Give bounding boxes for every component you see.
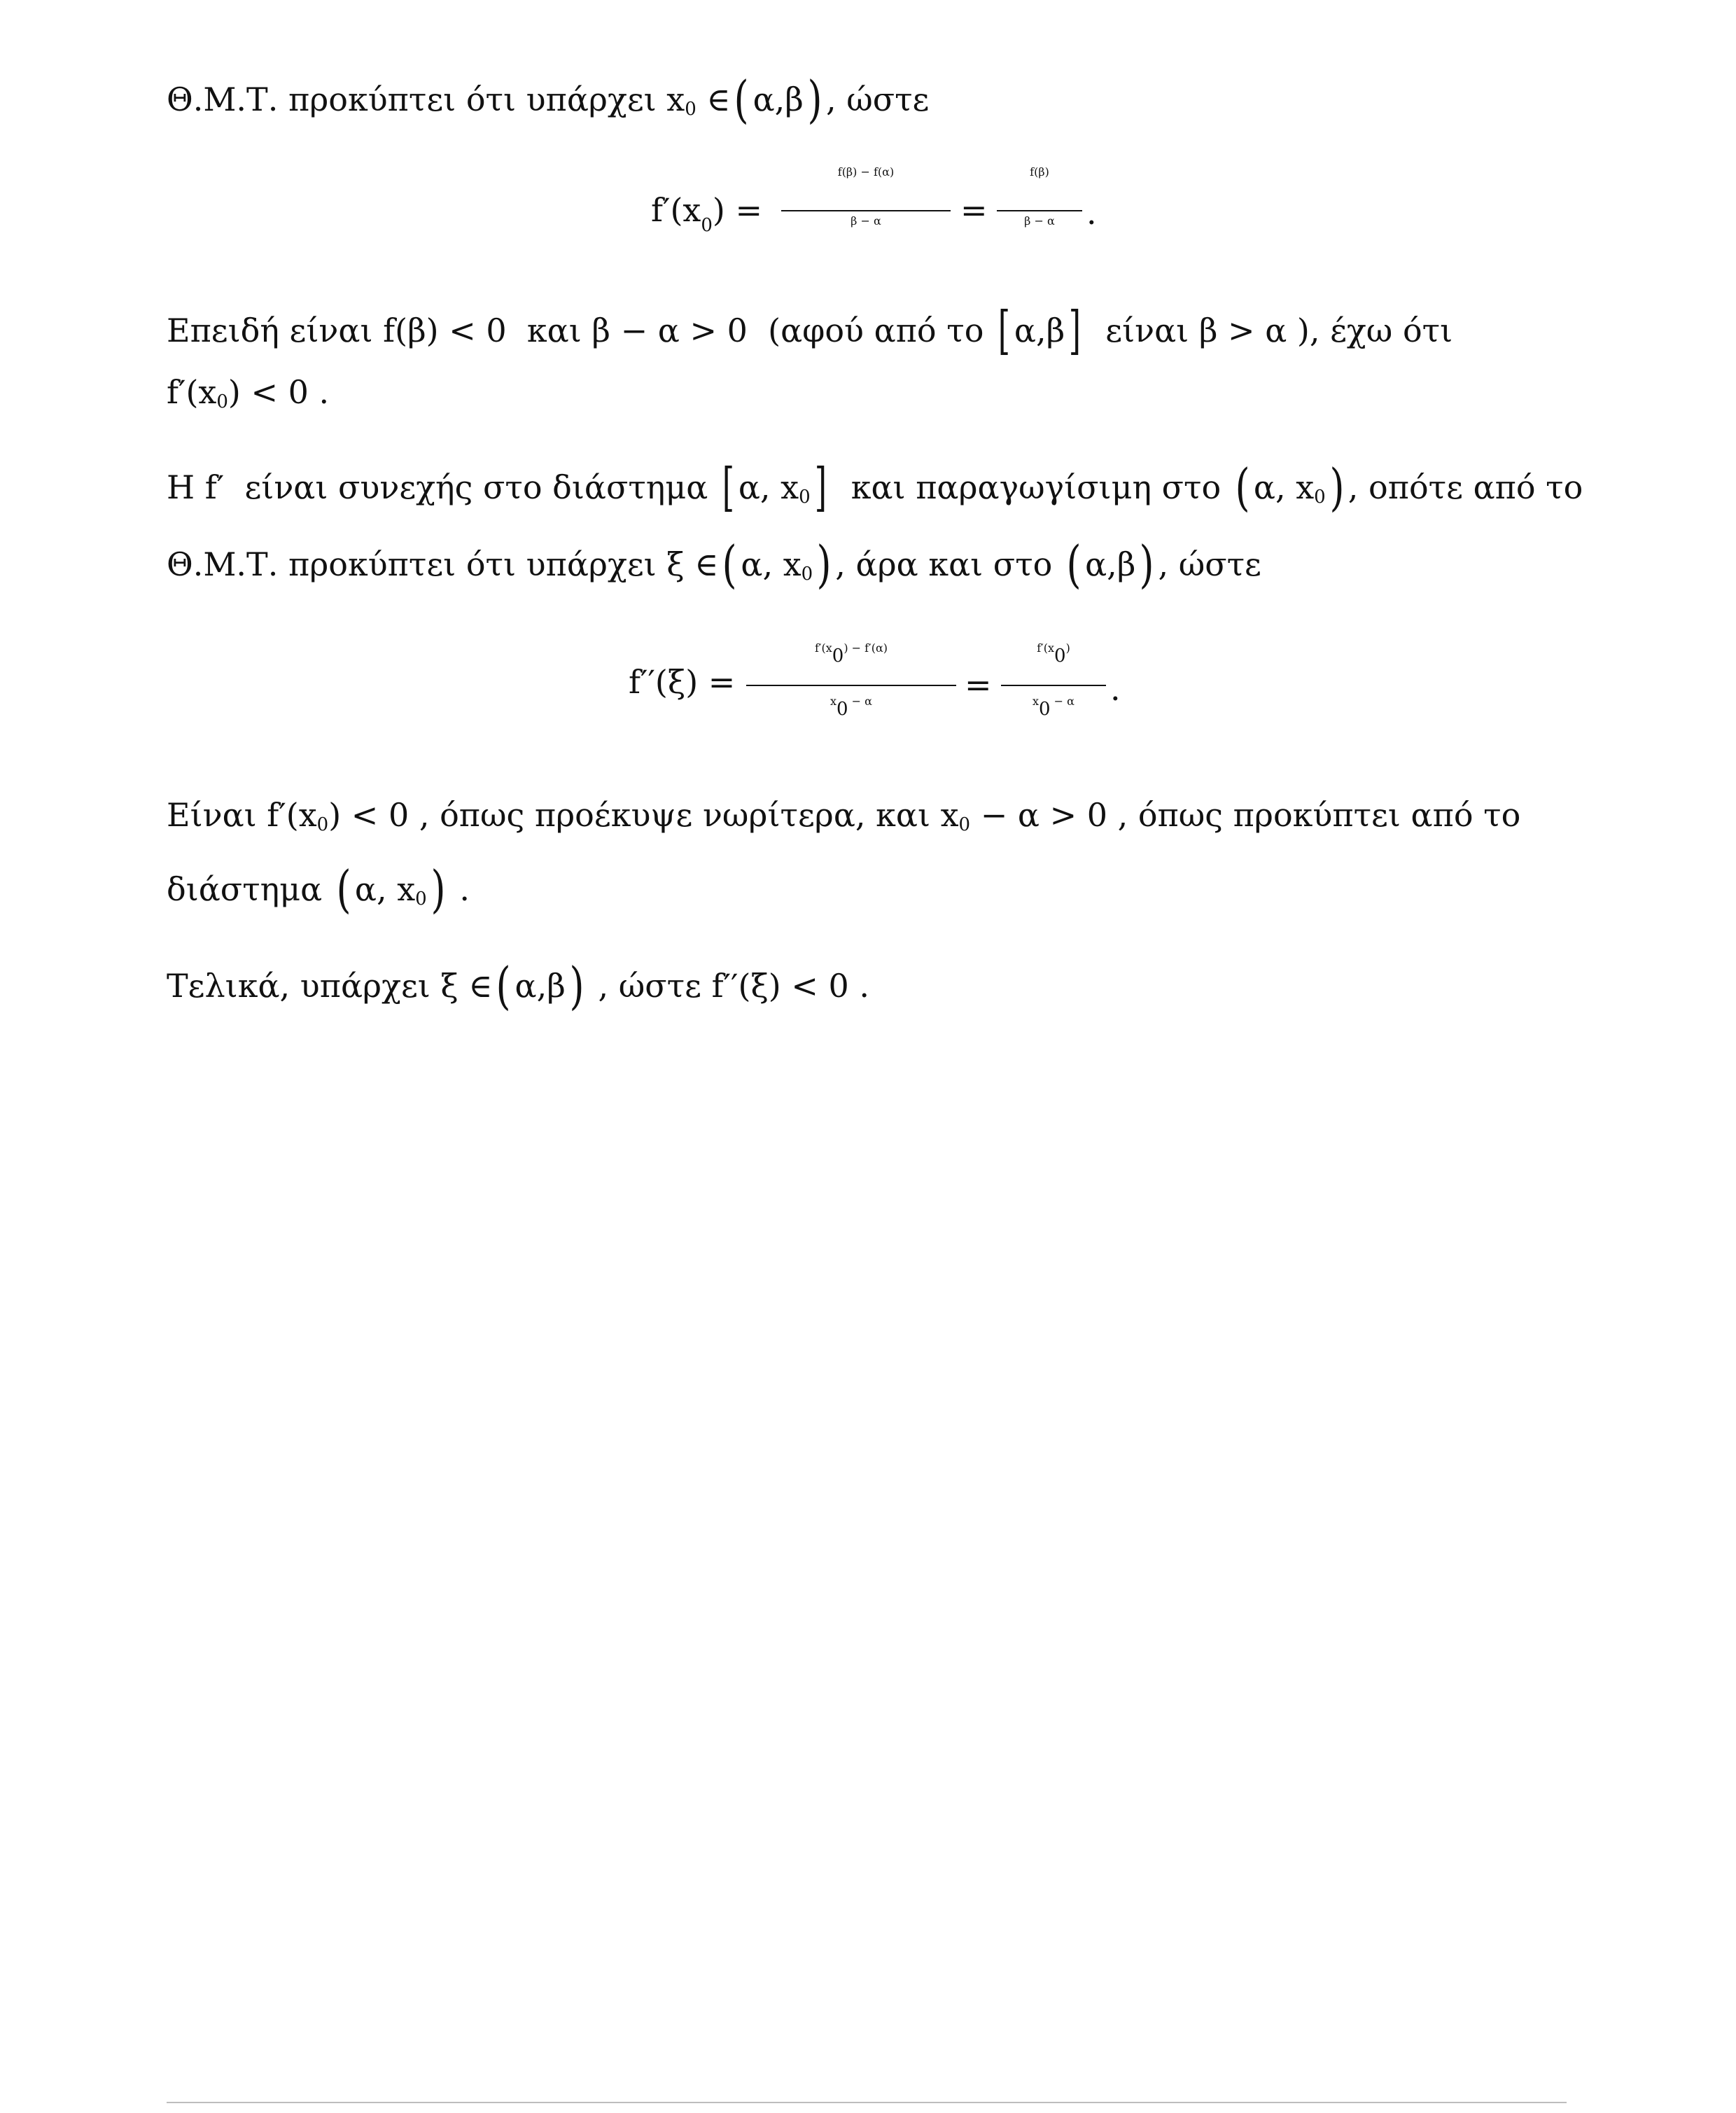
denominator: β − α: [1024, 214, 1055, 228]
subscript: 0: [316, 814, 329, 835]
subscript: 0: [799, 487, 811, 508]
subscript: 0: [415, 888, 427, 909]
numerator: f(β): [1030, 165, 1049, 179]
text: ): [1065, 641, 1070, 655]
interval: α, x: [354, 870, 416, 908]
text: x: [1032, 695, 1040, 708]
text-line-5: [167, 535, 1261, 594]
fraction-4: [1001, 636, 1106, 741]
text: − α > 0 , όπως προκύπτει από το: [970, 796, 1521, 834]
text: διάστημα: [167, 870, 332, 908]
eq-lhs: f′(x: [651, 191, 701, 229]
paren-left: (: [1235, 458, 1250, 517]
interval: α,β: [1014, 312, 1065, 349]
text: Τελικά, υπάρχει ξ ∈: [167, 967, 493, 1005]
numerator: [1001, 636, 1106, 667]
text: ) − f′(α): [844, 641, 888, 655]
subscript: 0: [1039, 699, 1051, 720]
text-line-8: [167, 956, 870, 1015]
fraction-bar: [1001, 685, 1106, 686]
interval: α, x: [738, 468, 799, 506]
paren-right: ): [430, 860, 446, 919]
equals: =: [960, 191, 988, 229]
interval: α,β: [514, 967, 566, 1005]
eq-lhs-close: ) =: [712, 191, 763, 229]
numerator: [746, 636, 956, 667]
fraction-2: [997, 165, 1082, 256]
subscript: 0: [801, 564, 813, 585]
subscript: 0: [958, 814, 971, 835]
text-line-7: [167, 860, 470, 919]
text: f′(x: [814, 641, 832, 655]
numerator: f(β) − f(α): [837, 165, 895, 179]
fraction-bar: [997, 210, 1082, 211]
text: Η f′ είναι συνεχής στο διάστημα: [167, 468, 718, 506]
equation-1: [651, 189, 762, 237]
text: x: [830, 695, 837, 708]
interval: α, x: [741, 545, 802, 583]
subscript: 0: [685, 99, 696, 120]
period: .: [1110, 670, 1121, 708]
text: Θ.Μ.Τ. προκύπτει ότι υπάρχει x: [167, 81, 685, 118]
text-line-4: [167, 457, 1583, 517]
text: Θ.Μ.Τ. προκύπτει ότι υπάρχει ξ ∈: [167, 545, 719, 583]
text: είναι β > α ), έχω ότι: [1085, 312, 1453, 349]
subscript: 0: [216, 391, 228, 412]
interval: α, x: [1253, 468, 1315, 506]
subscript: 0: [1314, 487, 1326, 508]
denominator: [746, 689, 956, 720]
paren-right: ): [1139, 535, 1154, 594]
subscript: 0: [701, 215, 713, 236]
text: ) < 0 , όπως προέκυψε νωρίτερα, και x: [328, 796, 959, 834]
subscript: 0: [836, 699, 848, 720]
period: .: [1086, 194, 1097, 232]
text: Είναι f′(x: [167, 796, 317, 834]
fraction-bar: [781, 210, 951, 211]
text: ∈: [696, 81, 731, 118]
text-line-3: [167, 371, 329, 413]
bracket-left: [: [722, 457, 735, 517]
paren-right: ): [569, 956, 584, 1015]
text: , ώστε f′′(ξ) < 0 .: [587, 967, 870, 1005]
subscript: 0: [1054, 646, 1066, 667]
denominator: [1001, 689, 1106, 720]
denominator: β − α: [850, 214, 881, 228]
text: .: [449, 870, 470, 908]
text-line-2: [167, 300, 1453, 361]
paren-left: (: [1066, 535, 1082, 594]
text-line-1: [167, 70, 930, 129]
text: − α: [1050, 695, 1074, 708]
text: , άρα και στο: [835, 545, 1063, 583]
paren-right: ): [807, 70, 822, 129]
equals: =: [965, 666, 992, 704]
paren-left: (: [496, 956, 512, 1015]
paren-left: (: [722, 535, 737, 594]
text: f′(x: [167, 373, 217, 411]
bracket-left: [: [997, 300, 1011, 361]
paren-right: ): [816, 535, 832, 594]
text: , ώστε: [1158, 545, 1261, 583]
text: Επειδή είναι f(β) < 0 και β − α > 0 (αφού από το: [167, 312, 995, 349]
bracket-right: ]: [1068, 300, 1082, 361]
text: − α: [848, 695, 872, 708]
text: και παραγωγίσιμη στο: [830, 468, 1231, 506]
text: , οπότε από το: [1348, 468, 1583, 506]
subscript: 0: [832, 646, 844, 667]
text: ) < 0 .: [227, 373, 330, 411]
bracket-right: ]: [814, 457, 827, 517]
text: , ώστε: [825, 81, 930, 118]
text: f′(x: [1037, 641, 1055, 655]
equation-2-lhs: f′′(ξ) =: [629, 663, 736, 701]
paren-left: (: [336, 860, 351, 919]
interval: α,β: [752, 81, 804, 118]
text-line-6: [167, 794, 1520, 836]
fraction-1: [781, 165, 951, 256]
footer-rule: [167, 2102, 1567, 2103]
fraction-3: [746, 636, 956, 741]
paren-left: (: [734, 70, 750, 129]
interval: α,β: [1085, 545, 1136, 583]
fraction-bar: [746, 685, 956, 686]
paren-right: ): [1329, 458, 1345, 517]
